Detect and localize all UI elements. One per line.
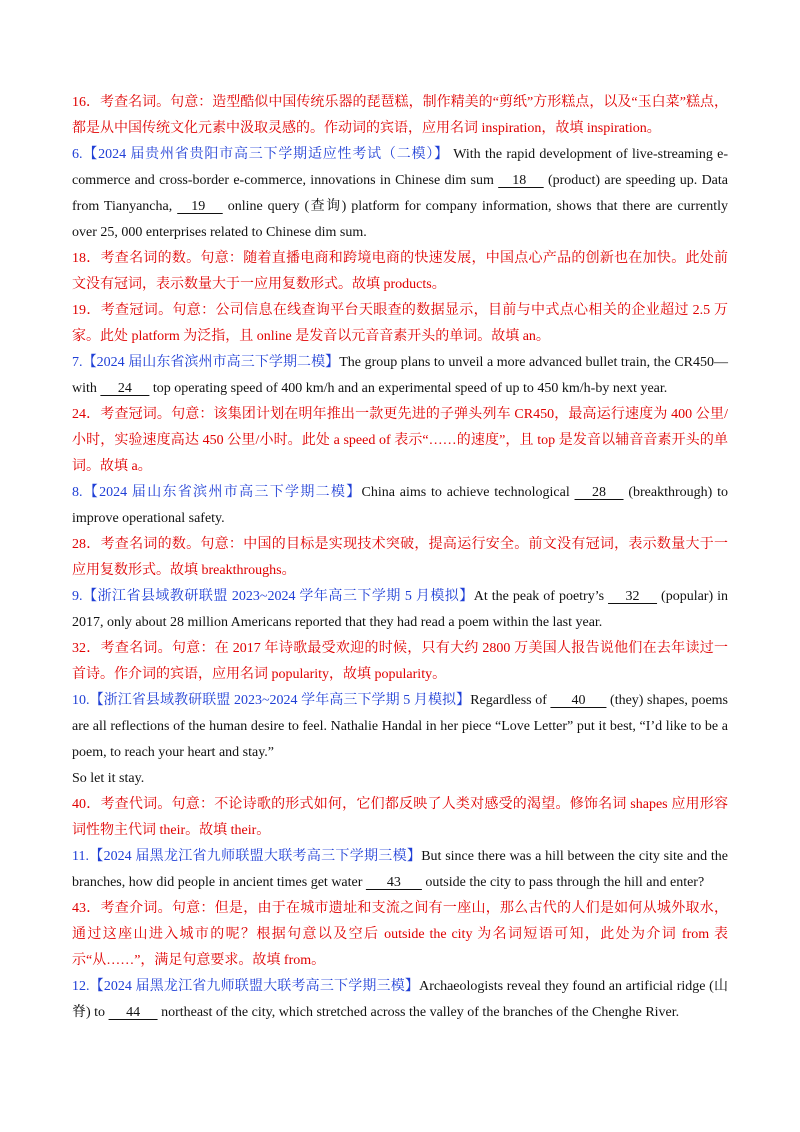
fill-blank: 18 [498, 173, 544, 188]
question-text: With the rapid development of live-streaming e-commerce and cross-border e-commerce, innovations in Chinese dim sum [72, 147, 729, 188]
question-number: 9. [72, 589, 83, 604]
exam-source: 【2024 届黑龙江省九师联盟大联考高三下学期三模】 [89, 979, 420, 994]
fill-blank: 24 [100, 381, 150, 396]
question-text: top operating speed of 400 km/h and an experimental speed of up to 450 km/h-by next year. [149, 381, 668, 396]
passage-text: So let it stay. [72, 771, 145, 786]
question-number: 10. [72, 693, 90, 708]
question-text: (breakthrough) to improve operational safety. [72, 485, 729, 526]
fill-blank: 32 [608, 589, 658, 604]
question-paragraph [72, 350, 728, 402]
question-text: online query (查询) platform for company information, shows that there are currently over 25, 000 enterprises related to Chinese dim sum. [72, 199, 729, 240]
answer-explanation: 43．考查介词。句意：但是，由于在城市遗址和支流之间有一座山，那么古代的人们是如何从城外取水，通过这座山进入城市的呢？根据句意以及空后 outside the city 为名词短语可知，此处为介词 from 表示“从……”，满足句意要求。故填 from。 [72, 901, 728, 968]
question-paragraph [72, 688, 728, 766]
document-page [72, 90, 728, 1026]
question-text: outside the city to pass through the hill and enter? [421, 875, 705, 890]
question-number: 6. [72, 147, 83, 162]
answer-explanation: 40．考查代词。句意：不论诗歌的形式如何，它们都反映了人类对感受的渴望。修饰名词 shapes 应用形容词性物主代词 their。故填 their。 [72, 797, 728, 838]
answer-explanation: 28．考查名词的数。句意：中国的目标是实现技术突破，提高运行安全。前文没有冠词，表示数量大于一应用复数形式。故填 breakthroughs。 [72, 537, 728, 578]
question-text: (product) are speeding up. Data from Tianyancha, [72, 173, 728, 214]
question-paragraph [72, 480, 728, 532]
fill-blank: 43 [365, 875, 422, 890]
exam-source: 【浙江省县域教研联盟 2023~2024 学年高三下学期 5 月模拟】 [89, 693, 471, 708]
question-paragraph [72, 142, 728, 246]
question-text: The group plans to unveil a more advanced bullet train, the CR450—with [72, 355, 729, 396]
question-text: northeast of the city, which stretched across the valley of the branches of the Chenghe River. [157, 1005, 680, 1020]
question-text: Regardless of [470, 693, 551, 708]
question-paragraph [72, 584, 728, 636]
question-number: 8. [72, 485, 83, 500]
question-text: China aims to achieve technological [361, 485, 575, 500]
answer-explanation: 19．考查冠词。句意：公司信息在线查询平台天眼查的数据显示，目前与中式点心相关的企业超过 2.5 万家。此处 platform 为泛指，且 online 是发音以元音音素开头的单词。故填 an。 [72, 303, 728, 344]
exam-source: 【2024 届贵州省贵阳市高三下学期适应性考试（二模）】 [82, 147, 449, 162]
exam-source: 【2024 届山东省滨州市高三下学期二模】 [82, 485, 362, 500]
question-paragraph [72, 974, 728, 1026]
question-paragraph [72, 844, 728, 896]
answer-explanation: 32．考查名词。句意：在 2017 年诗歌最受欢迎的时候，只有大约 2800 万美国人报告说他们在去年读过一首诗。作介词的宾语，应用名词 popularity，故填 popularity。 [72, 641, 728, 682]
question-text: But since there was a hill between the city site and the branches, how did people in ancient times get water [72, 849, 729, 890]
question-text: Archaeologists reveal they found an artificial ridge (山脊) to [72, 979, 729, 1020]
question-text: At the peak of poetry’s [473, 589, 609, 604]
question-text: (they) shapes, poems are all reflections of the human desire to feel. Nathalie Handal in her piece “Love Letter” put it best, “I’d like to be a poem, to reach your heart and stay.” [72, 693, 729, 760]
fill-blank: 40 [550, 693, 607, 708]
fill-blank: 19 [177, 199, 223, 214]
fill-blank: 44 [108, 1005, 158, 1020]
exam-source: 【浙江省县域教研联盟 2023~2024 学年高三下学期 5 月模拟】 [82, 589, 474, 604]
question-number: 7. [72, 355, 83, 370]
question-text: (popular) in 2017, only about 28 million Americans reported that they had read a poem within the last year. [72, 589, 729, 630]
answer-explanation: 16．考查名词。句意：造型酷似中国传统乐器的琵琶糕，制作精美的“剪纸”方形糕点，以及“玉白菜”糕点，都是从中国传统文化元素中汲取灵感的。作动词的宾语，应用名词 inspiration，故填 inspiration。 [72, 95, 728, 136]
exam-source: 【2024 届山东省滨州市高三下学期二模】 [82, 355, 340, 370]
question-number: 11. [72, 849, 89, 864]
exam-source: 【2024 届黑龙江省九师联盟大联考高三下学期三模】 [88, 849, 422, 864]
question-number: 12. [72, 979, 90, 994]
fill-blank: 28 [574, 485, 624, 500]
answer-explanation: 24．考查冠词。句意：该集团计划在明年推出一款更先进的子弹头列车 CR450，最高运行速度为 400 公里/小时，实验速度高达 450 公里/小时。此处 a speed of 表示“……的速度”，且 top 是发音以辅音音素开头的单词。故填 a。 [72, 407, 728, 474]
answer-explanation: 18．考查名词的数。句意：随着直播电商和跨境电商的快速发展，中国点心产品的创新也在加快。此处前文没有冠词，表示数量大于一应用复数形式。故填 products。 [72, 251, 728, 292]
